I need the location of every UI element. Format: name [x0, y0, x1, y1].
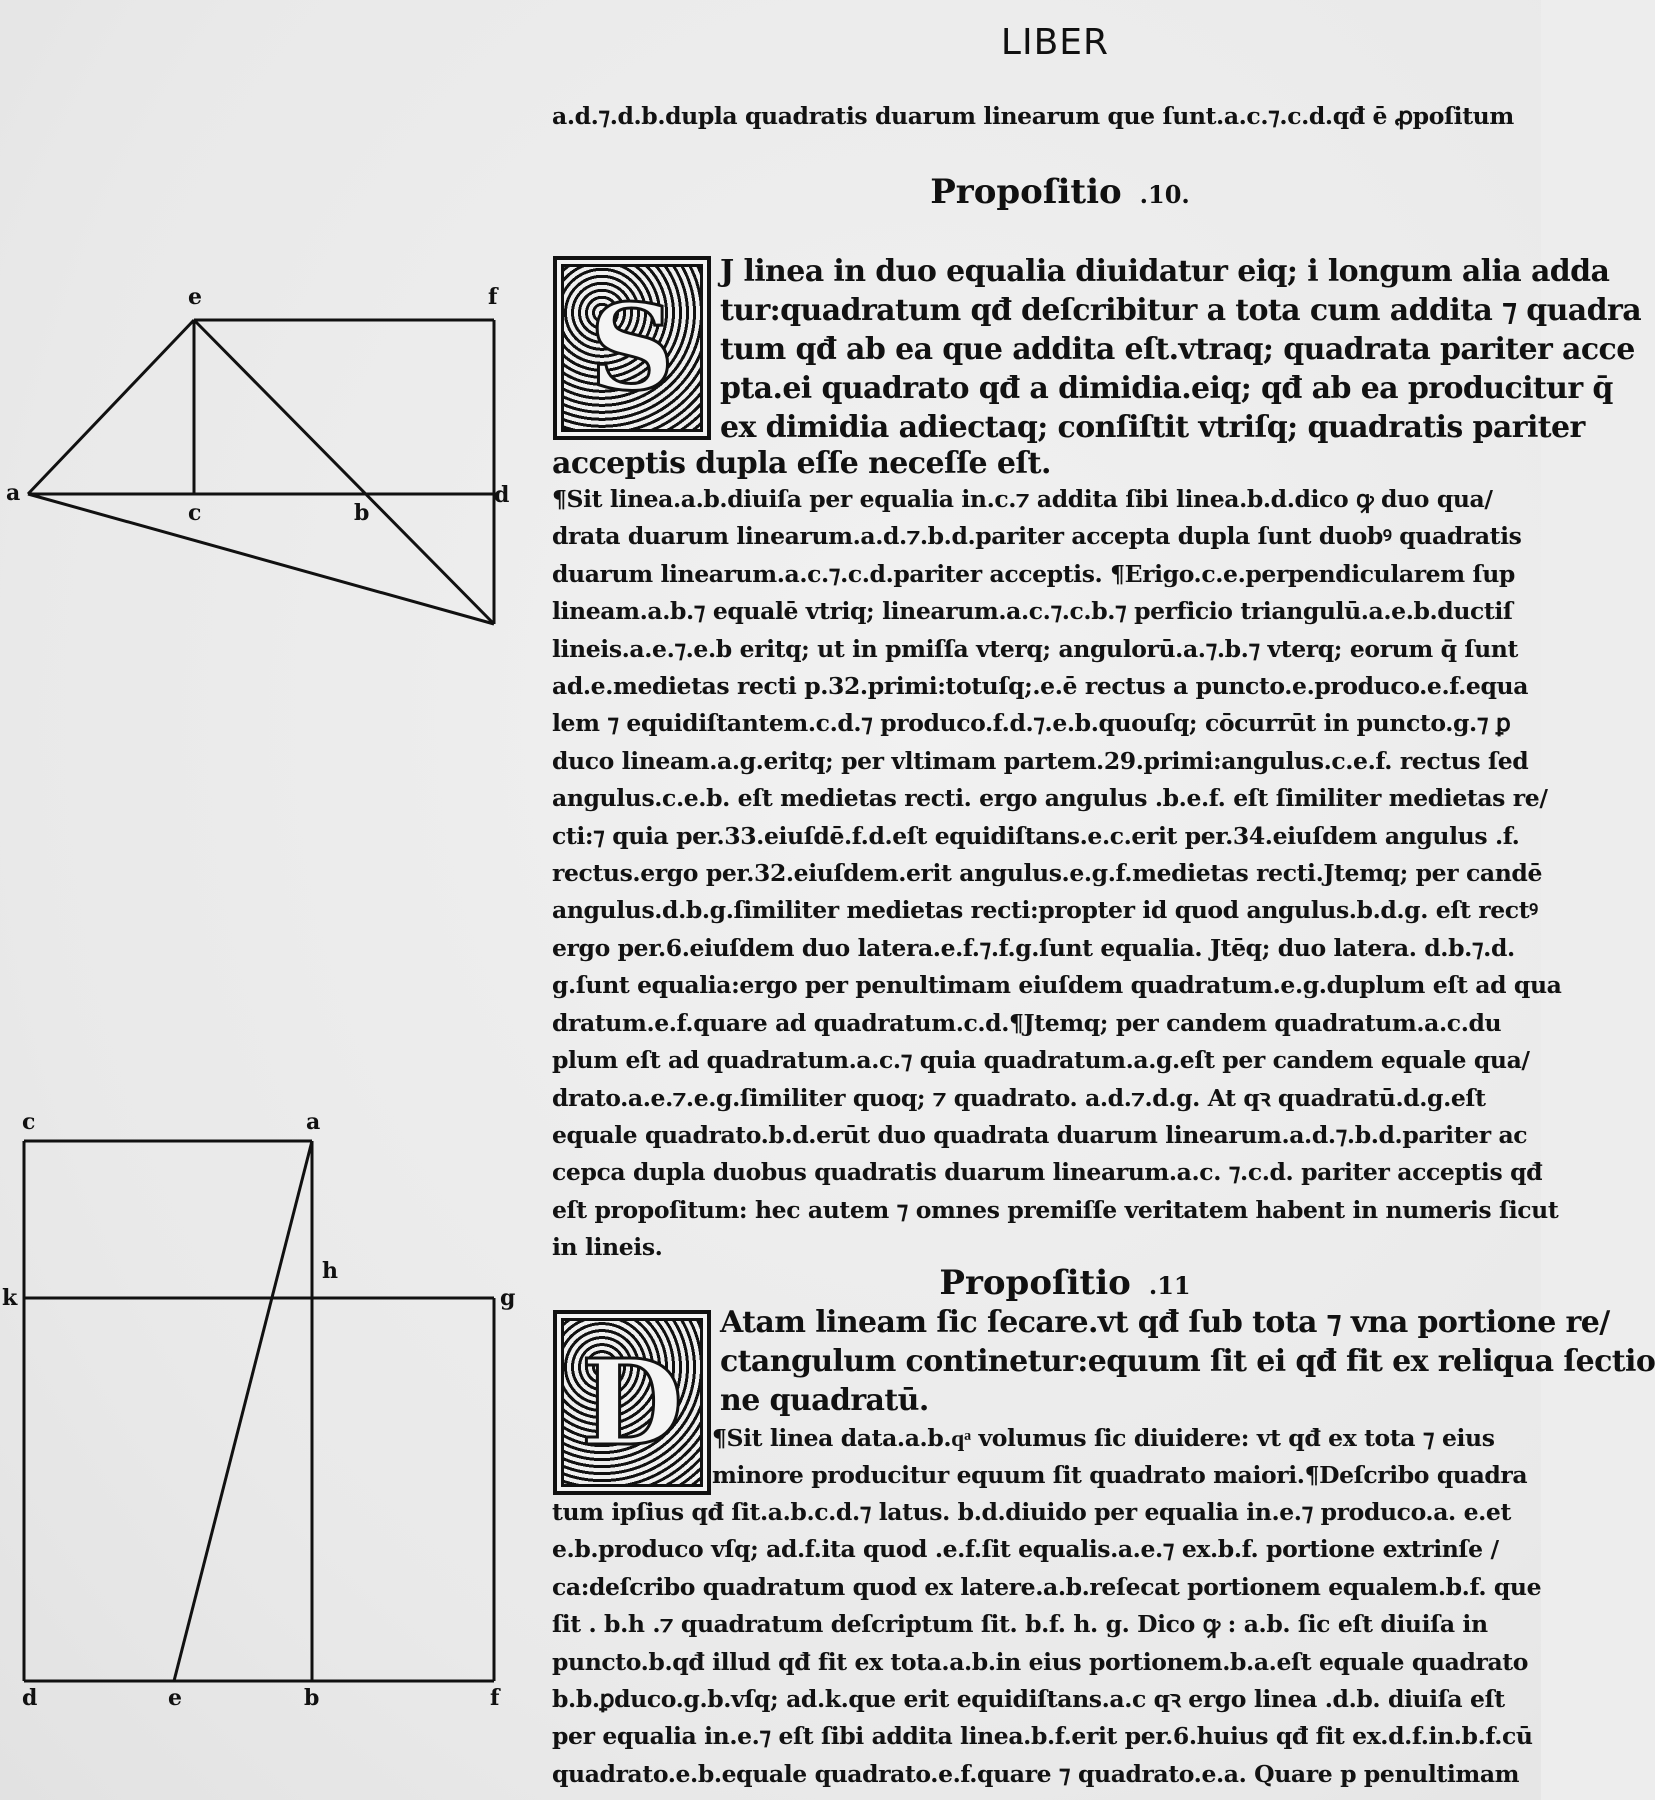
- prop11-number: .11: [1148, 1271, 1191, 1300]
- proposition-11-title: [915, 1263, 1215, 1303]
- prop11-enunc-line: ne quadratū.: [720, 1383, 929, 1418]
- prop10-body-line: cti:⁊ quia per.33.eiuſdē.f.d.eſt equidiſtans.e.c.erit per.34.eiuſdem angulus .f.: [552, 821, 1520, 850]
- initial-d-letter: D: [580, 1332, 684, 1472]
- proposition-11-diagram: [0, 1109, 520, 1715]
- running-head: LIBER: [1000, 22, 1110, 63]
- prop10-enunc-line: pta.ei quadrato qđ a dimidia.eiq; qđ ab ea producitur q̄: [720, 371, 1613, 406]
- prop10-body-line: drato.a.e.⁊.e.g.ſimiliter quoq; ⁊ quadrato. a.d.⁊.d.g. At qꝛ quadratū.d.g.eſt: [552, 1083, 1486, 1112]
- carryover-text: a.d.⁊.d.b.dupla quadratis duarum linearum que ſunt.a.c.⁊.c.d.qđ ē ꝓpoſitum: [552, 102, 1514, 130]
- prop11-body-beside-initial: [712, 1420, 1527, 1495]
- fig2-label-f: f: [490, 1685, 500, 1711]
- prop10-body-line: angulus.c.e.b. eſt medietas recti. ergo angulus .b.e.f. eſt ſimiliter medietas re/: [552, 784, 1548, 813]
- fig2-label-k: k: [2, 1285, 18, 1311]
- decorated-initial-s: [553, 256, 711, 440]
- prop10-body-line: g.ſunt equalia:ergo per penultimam eiuſdem quadratum.e.g.duplum eſt ad qua: [552, 971, 1562, 1000]
- prop10-body-line: cepca dupla duobus quadratis duarum linearum.a.c. ⁊.c.d. pariter acceptis qđ: [552, 1158, 1543, 1187]
- prop10-body-line: ¶Sit linea.a.b.diuiſa per equalia in.c.⁊ addita ſibi linea.b.d.dico ꝙ duo qua/: [552, 485, 1493, 513]
- prop10-enunc-line: tum qđ ab ea que addita eſt.vtraq; quadrata pariter acce: [720, 332, 1635, 367]
- prop10-body-line: ergo per.6.eiuſdem duo latera.e.f.⁊.f.g.ſunt equalia. Jtēq; duo latera. d.b.⁊.d.: [552, 933, 1515, 962]
- prop11-body-line: ¶Sit linea data.a.b.qͣ volumus ſic diuidere: vt qđ ex tota ⁊ eius: [712, 1424, 1495, 1452]
- prop11-body-line: puncto.b.qđ illud qđ fit ex tota.a.b.in eius portionem.b.a.eſt equale quadrato: [552, 1647, 1529, 1676]
- prop10-body-line: duarum linearum.a.c.⁊.c.d.pariter acceptis. ¶Erigo.c.e.perpendicularem ſup: [552, 559, 1515, 588]
- prop11-enunc-line: Atam lineam ſic ſecare.vt qđ ſub tota ⁊ vna portione re/: [720, 1305, 1610, 1340]
- fig1-label-e: e: [188, 284, 202, 310]
- fig1-label-d: d: [494, 482, 510, 508]
- prop10-body-line: eſt propoſitum: hec autem ⁊ omnes premiſſe veritatem habent in numeris ſicut: [552, 1195, 1559, 1224]
- prop10-enunc-line: J linea in duo equalia diuidatur eiq; i longum alia adda: [720, 254, 1610, 289]
- prop10-body-line: equale quadrato.b.d.erūt duo quadrata duarum linearum.a.d.⁊.b.d.pariter ac: [552, 1120, 1528, 1149]
- prop10-number: .10.: [1139, 180, 1190, 209]
- prop10-enunc-tail-line: acceptis dupla eſſe neceſſe eſt.: [552, 446, 1051, 481]
- fig1-label-f: f: [488, 284, 498, 310]
- prop11-body-line: tum ipſius qđ ſit.a.b.c.d.⁊ latus. b.d.diuido per equalia in.e.⁊ produco.a. e.et: [552, 1498, 1511, 1526]
- prop10-title-word: Propoſitio: [930, 172, 1122, 212]
- proposition-10-title: [900, 172, 1220, 212]
- fig1-label-c: c: [188, 500, 202, 526]
- prop11-body-line: per equalia in.e.⁊ eſt ſibi addita linea.b.f.erit per.6.huius qđ fit ex.d.f.in.b.f.cū: [552, 1722, 1533, 1751]
- prop11-body-line: minore producitur equum ſit quadrato maiori.¶Deſcribo quadra: [712, 1461, 1528, 1490]
- prop10-body-line: lem ⁊ equidiſtantem.c.d.⁊ produco.f.d.⁊.e.b.quouſq; cōcurrūt in puncto.g.⁊ ꝑ: [552, 709, 1511, 738]
- fig2-label-e: e: [168, 1685, 182, 1711]
- fig1-lines: [28, 320, 496, 624]
- fig1-label-b: b: [354, 500, 370, 526]
- fig2-line-ea: [174, 1141, 312, 1681]
- prop10-body-line: lineis.a.e.⁊.e.b eritq; ut in pmiſſa vterq; angulorū.a.⁊.b.⁊ vterq; eorum q̄ ſunt: [552, 634, 1518, 663]
- prop11-body-line: ca:deſcribo quadratum quod ex latere.a.b.reſecat portionem equalem.b.f. que: [552, 1572, 1542, 1601]
- fig1-label-a: a: [6, 480, 21, 506]
- prop11-body-line: ſit . b.h .⁊ quadratum deſcriptum ſit. b.f. h. g. Dico ꝙ : a.b. ſic eſt diuiſa in: [552, 1610, 1488, 1639]
- prop10-body-line: angulus.d.b.g.ſimiliter medietas recti:propter id quod angulus.b.d.g. eſt rectꝰ: [552, 896, 1538, 925]
- fig2-label-c: c: [22, 1109, 36, 1135]
- carryover-line: [552, 98, 1527, 135]
- prop10-enunc-line: tur:quadratum qđ deſcribitur a tota cum addita ⁊ quadra: [720, 293, 1642, 328]
- fig2-label-h: h: [322, 1258, 338, 1284]
- prop10-body-line: ad.e.medietas recti p.32.primi:totuſq;.e.ē rectus a puncto.e.produco.e.f.equa: [552, 672, 1529, 701]
- fig2-label-g: g: [500, 1285, 516, 1311]
- prop10-enunciation-tail: [552, 444, 1527, 483]
- fig1-line-ae: [28, 320, 194, 494]
- prop10-body-line: lineam.a.b.⁊ equalē vtriq; linearum.a.c.⁊.c.b.⁊ perficio triangulū.a.e.b.ductiſ: [552, 597, 1513, 626]
- prop11-enunc-line: ctangulum continetur:equum ſit ei qđ fit ex reliqua ſectio: [720, 1344, 1655, 1379]
- prop10-body-line: drata duarum linearum.a.d.⁊.b.d.pariter accepta dupla ſunt duobꝰ quadratis: [552, 522, 1522, 551]
- prop10-body-line: dratum.e.f.quare ad quadratum.c.d.¶Jtemq; per candem quadratum.a.c.du: [552, 1008, 1502, 1037]
- prop10-body: [552, 481, 1562, 1267]
- prop11-enunciation: [720, 1303, 1655, 1420]
- decorated-initial-d: [553, 1310, 711, 1495]
- fig2-lines: [24, 1141, 494, 1681]
- prop11-body-line: b.b.ꝑduco.g.b.vſq; ad.k.que erit equidiſtans.a.c qꝛ ergo linea .d.b. diuiſa eſt: [552, 1685, 1505, 1714]
- prop10-enunc-line: ex dimidia adiectaq; conſiſtit vtriſq; quadratis pariter: [720, 410, 1585, 445]
- proposition-10-diagram: [0, 270, 520, 650]
- prop10-body-line: plum eſt ad quadratum.a.c.⁊ quia quadratum.a.g.eſt per candem equale qua/: [552, 1046, 1530, 1075]
- fig1-line-ag: [28, 494, 494, 624]
- prop11-body-line: e.b.produco vſq; ad.f.ita quod .e.f.ſit equalis.a.e.⁊ ex.b.f. portione extrinſe /: [552, 1535, 1499, 1564]
- prop11-title-word: Propoſitio: [939, 1263, 1131, 1303]
- fig2-label-d: d: [22, 1685, 38, 1711]
- prop10-body-line: in lineis.: [552, 1233, 663, 1262]
- initial-s-letter: S: [589, 278, 675, 417]
- fig1-line-eg: [194, 320, 494, 624]
- fig2-label-b: b: [304, 1685, 320, 1711]
- prop11-body: [552, 1494, 1542, 1793]
- prop10-enunciation: [720, 252, 1642, 447]
- fig2-label-a: a: [306, 1109, 321, 1135]
- prop11-body-line: quadrato.e.b.equale quadrato.e.f.quare ⁊ quadrato.e.a. Quare p penultimam: [552, 1759, 1520, 1788]
- prop10-body-line: duco lineam.a.g.eritq; per vltimam partem.29.primi:angulus.c.e.f. rectus ſed: [552, 746, 1529, 775]
- prop10-body-line: rectus.ergo per.32.eiuſdem.erit angulus.e.g.f.medietas recti.Jtemq; per candē: [552, 859, 1542, 888]
